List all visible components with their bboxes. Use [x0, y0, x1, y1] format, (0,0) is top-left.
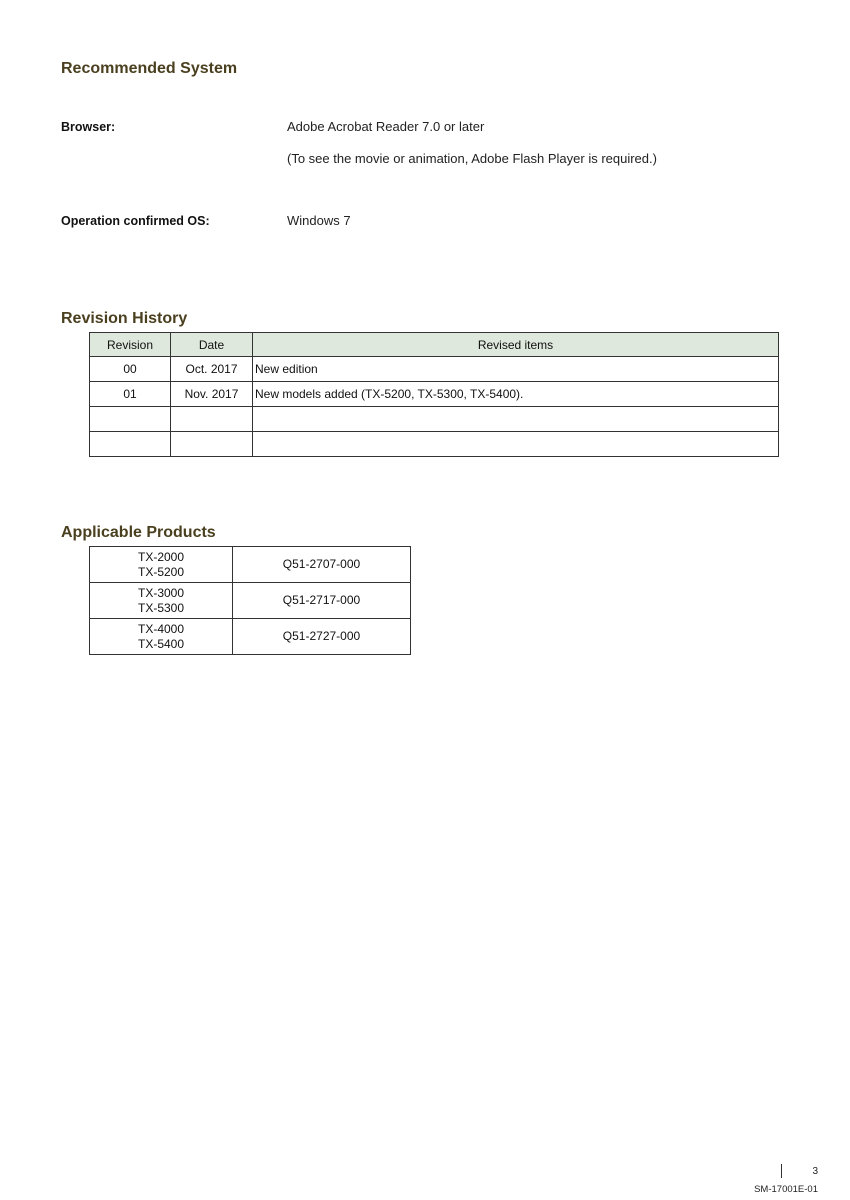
models-cell [90, 547, 233, 583]
revised-items-cell [253, 407, 779, 432]
table-row [90, 619, 411, 655]
model-name: TX-3000 [137, 585, 185, 600]
footer-divider [781, 1164, 782, 1178]
date-cell [171, 432, 253, 457]
table-row [90, 382, 779, 407]
revised-items-column-header: Revised items [253, 333, 779, 357]
part-code-cell: Q51-2717-000 [233, 583, 411, 619]
model-name: TX-5200 [137, 564, 185, 579]
revision-history-table [89, 332, 779, 457]
os-label: Operation confirmed OS: [61, 214, 210, 228]
models-cell [90, 583, 233, 619]
model-name: TX-5400 [137, 636, 185, 651]
model-name: TX-4000 [137, 621, 185, 636]
revision-cell [90, 407, 171, 432]
date-cell: Nov. 2017 [171, 382, 253, 407]
revision-cell: 01 [90, 382, 171, 407]
model-name: TX-2000 [137, 549, 185, 564]
model-name: TX-5300 [137, 600, 185, 615]
date-column-header: Date [171, 333, 253, 357]
document-code: SM-17001E-01 [754, 1184, 818, 1195]
date-cell [171, 407, 253, 432]
browser-value: Adobe Acrobat Reader 7.0 or later [287, 119, 485, 134]
revision-history-title: Revision History [61, 310, 188, 327]
revised-items-cell: New edition [253, 357, 779, 382]
models-cell [90, 619, 233, 655]
recommended-system-title: Recommended System [61, 60, 238, 77]
table-row [90, 357, 779, 382]
table-row [90, 547, 411, 583]
revision-column-header: Revision [90, 333, 171, 357]
browser-note: (To see the movie or animation, Adobe Flash Player is required.) [287, 151, 657, 166]
table-row [90, 407, 779, 432]
part-code-cell: Q51-2707-000 [233, 547, 411, 583]
revised-items-cell [253, 432, 779, 457]
revised-items-cell: New models added (TX-5200, TX-5300, TX-5400). [253, 382, 779, 407]
table-row [90, 432, 779, 457]
page-number: 3 [812, 1166, 818, 1177]
applicable-products-table [89, 546, 411, 655]
applicable-products-title: Applicable Products [61, 524, 216, 541]
part-code-cell: Q51-2727-000 [233, 619, 411, 655]
date-cell: Oct. 2017 [171, 357, 253, 382]
revision-header-row [90, 333, 779, 357]
revision-cell [90, 432, 171, 457]
browser-label: Browser: [61, 120, 116, 134]
os-value: Windows 7 [287, 213, 351, 228]
table-row [90, 583, 411, 619]
revision-cell: 00 [90, 357, 171, 382]
